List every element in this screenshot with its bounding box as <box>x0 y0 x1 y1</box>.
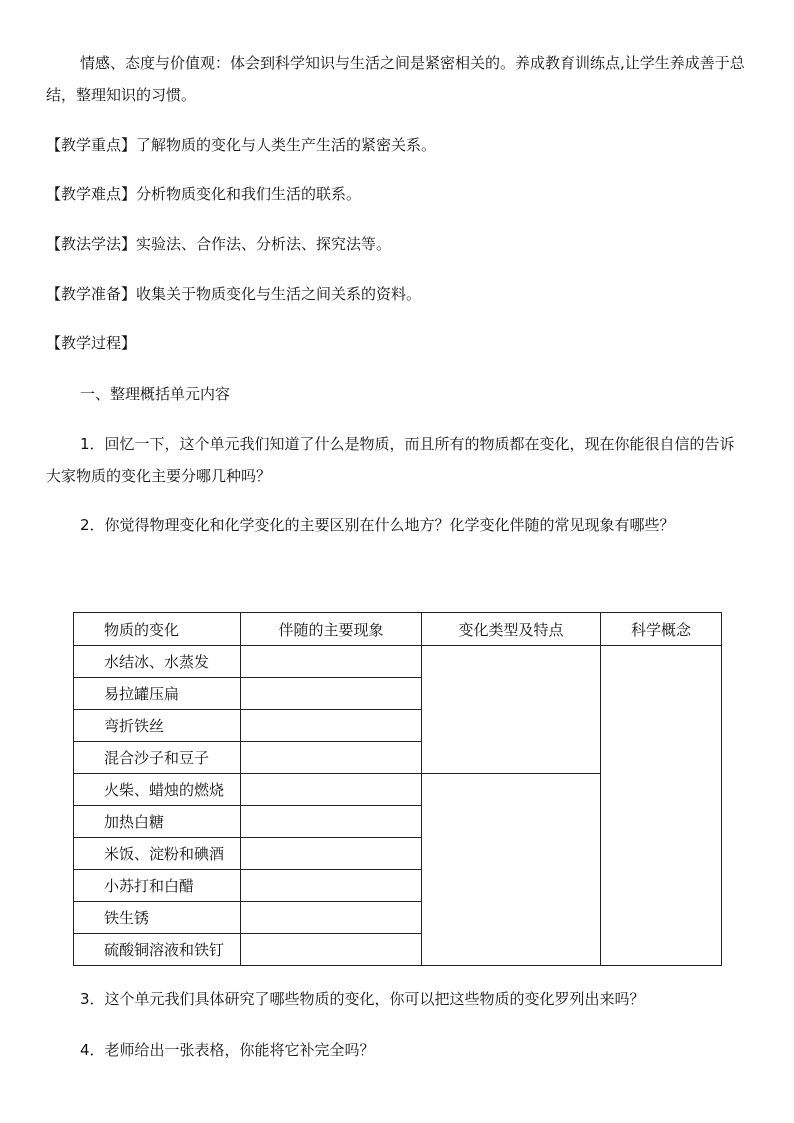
table-cell-change: 小苏打和白醋 <box>74 870 241 902</box>
table-cell-change: 加热白糖 <box>74 806 241 838</box>
table-cell-blank <box>241 934 422 966</box>
attitude-paragraph: 情感、态度与价值观：体会到科学知识与生活之间是紧密相关的。养成教育训练点,让学生养成善于总结，整理知识的习惯。 <box>46 54 745 104</box>
matter-change-table <box>73 612 722 966</box>
table-header-phenomenon: 伴随的主要现象 <box>241 613 422 646</box>
difficulty-paragraph <box>46 178 746 210</box>
key-point-paragraph <box>46 129 746 161</box>
table-cell-change: 米饭、淀粉和碘酒 <box>74 838 241 870</box>
table-header-row <box>74 613 722 646</box>
table-cell-blank <box>241 774 422 806</box>
table-cell-change: 弯折铁丝 <box>74 710 241 742</box>
table-cell-type-chemical <box>422 774 601 966</box>
table-cell-change: 易拉罐压扁 <box>74 678 241 710</box>
difficulty-text: 分析物质变化和我们生活的联系。 <box>136 185 362 203</box>
question-2: 2．你觉得物理变化和化学变化的主要区别在什么地方？化学变化伴随的常见现象有哪些？ <box>80 516 675 534</box>
key-point-text: 了解物质的变化与人类生产生活的紧密关系。 <box>136 136 437 154</box>
methods-label: 【教法学法】 <box>46 235 137 253</box>
table-cell-blank <box>241 646 422 678</box>
methods-paragraph <box>46 228 746 260</box>
table-cell-change: 铁生锈 <box>74 902 241 934</box>
process-heading: 【教学过程】 <box>46 334 137 352</box>
prep-label: 【教学准备】 <box>46 285 137 303</box>
question-4: 4．老师给出一张表格，你能将它补完全吗？ <box>80 1041 375 1059</box>
prep-text: 收集关于物质变化与生活之间关系的资料。 <box>136 285 422 303</box>
table-cell-type-physical <box>422 646 601 774</box>
table-cell-change: 水结冰、水蒸发 <box>74 646 241 678</box>
table-cell-concept <box>601 646 722 966</box>
table-cell-blank <box>241 902 422 934</box>
methods-text: 实验法、合作法、分析法、探究法等。 <box>136 235 392 253</box>
table-cell-blank <box>241 710 422 742</box>
table-cell-blank <box>241 806 422 838</box>
table-cell-change: 混合沙子和豆子 <box>74 742 241 774</box>
table-row <box>74 646 722 678</box>
table-cell-change: 火柴、蜡烛的燃烧 <box>74 774 241 806</box>
table-cell-change: 硫酸铜溶液和铁钉 <box>74 934 241 966</box>
question-1: 1．回忆一下，这个单元我们知道了什么是物质，而且所有的物质都在变化，现在你能很自信的告诉大家物质的变化主要分哪几种吗？ <box>46 435 735 485</box>
section-1-heading: 一、整理概括单元内容 <box>80 385 231 403</box>
table-cell-blank <box>241 870 422 902</box>
table-header-type: 变化类型及特点 <box>422 613 601 646</box>
table-cell-blank <box>241 742 422 774</box>
table-header-concept: 科学概念 <box>601 613 722 646</box>
table-cell-blank <box>241 678 422 710</box>
question-3: 3．这个单元我们具体研究了哪些物质的变化，你可以把这些物质的变化罗列出来吗？ <box>80 990 645 1008</box>
difficulty-label: 【教学难点】 <box>46 185 137 203</box>
table-cell-blank <box>241 838 422 870</box>
prep-paragraph <box>46 278 746 310</box>
table-header-change: 物质的变化 <box>74 613 241 646</box>
key-point-label: 【教学重点】 <box>46 136 137 154</box>
